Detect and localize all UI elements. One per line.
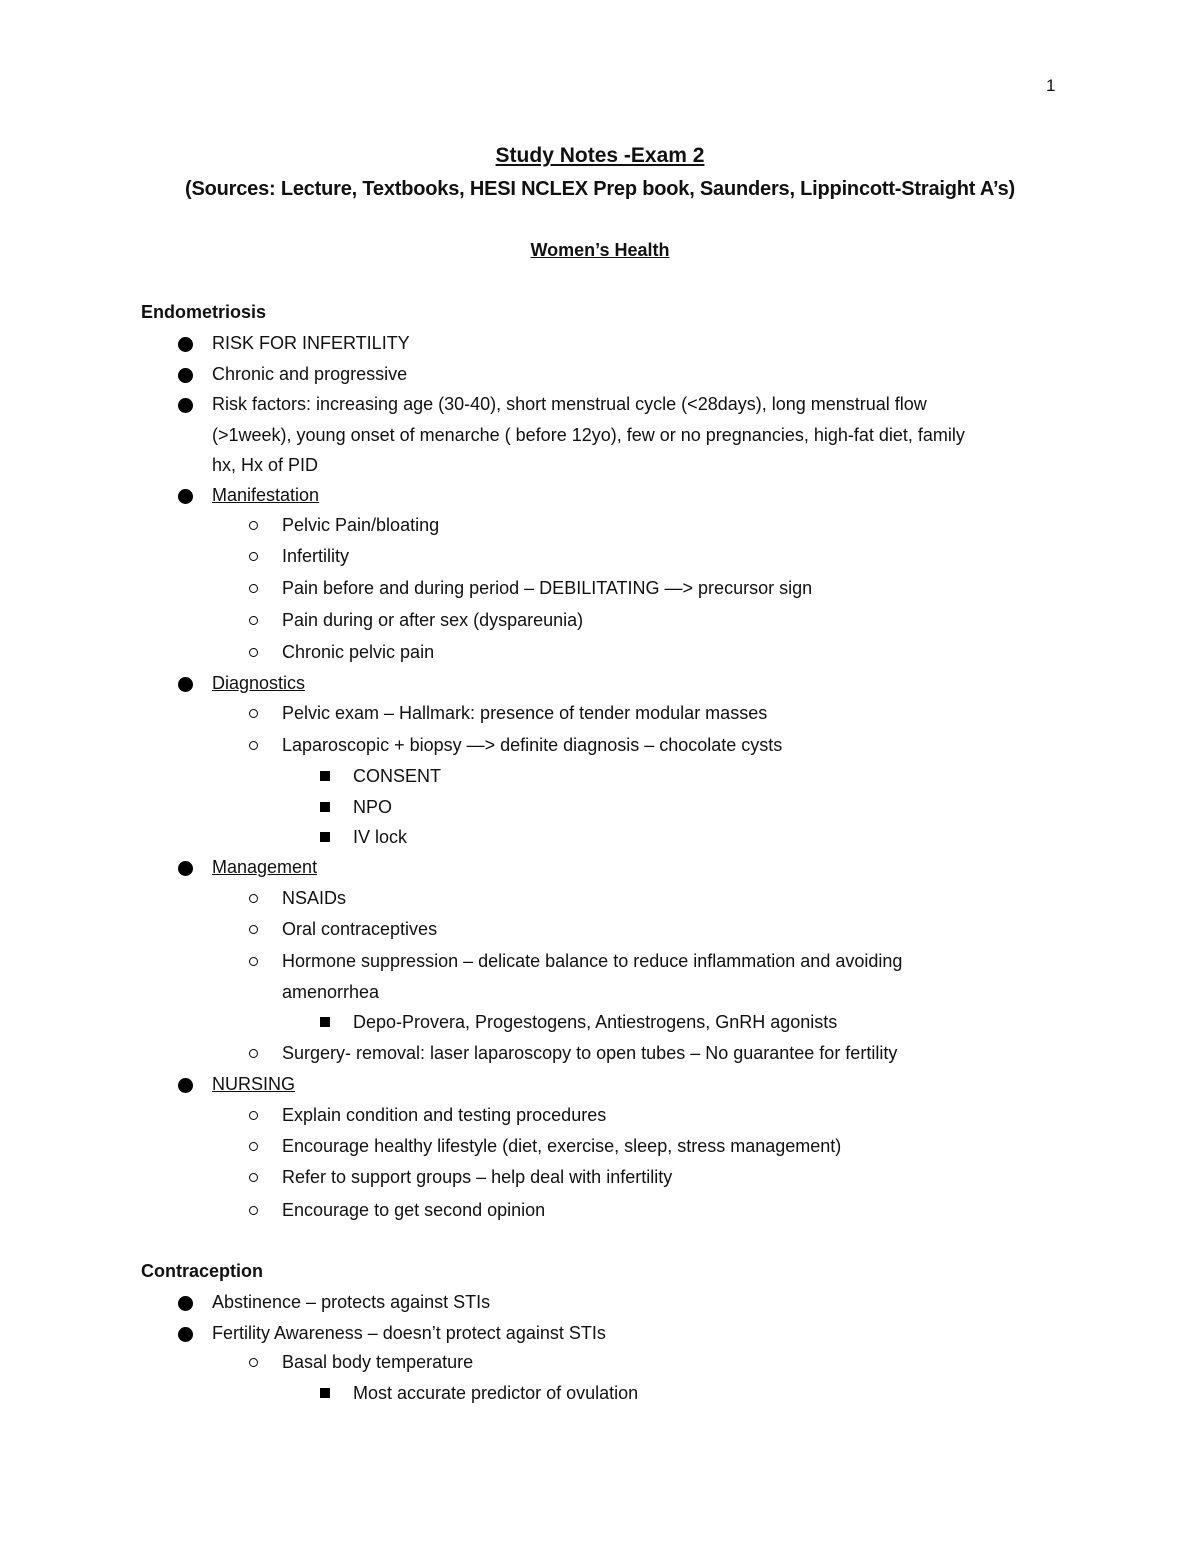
document-title: Study Notes -Exam 2 [495,144,705,167]
sub-list-item: Most accurate predictor of ovulation [353,1383,639,1403]
bullet-dot [178,368,193,383]
circle-bullet [249,1049,258,1058]
bullet-dot [178,1296,193,1311]
list-item: Encourage healthy lifestyle (diet, exercise, sleep, stress management) [282,1136,842,1156]
bullet-dot [178,337,193,352]
bullet-text: Risk factors: increasing age (30-40), short menstrual cycle (<28days), long menstrual flow [212,394,927,414]
list-item: Explain condition and testing procedures [282,1105,607,1125]
topic-heading-contraception: Contraception [141,1261,264,1281]
square-bullet [320,832,330,842]
bullet-dot [178,677,193,692]
list-item: Pain before and during period – DEBILITATING —> precursor sign [282,578,813,598]
page-number: 1 [1046,76,1056,95]
list-item: Infertility [282,546,350,566]
square-bullet [320,1017,330,1027]
sub-list-item: NPO [353,797,393,817]
list-item: Refer to support groups – help deal with infertility [282,1167,673,1187]
document-subtitle: (Sources: Lecture, Textbooks, HESI NCLEX Prep book, Saunders, Lippincott-Straight A’s) [185,178,1015,200]
bullet-text-continued: hx, Hx of PID [212,455,319,475]
square-bullet [320,771,330,781]
subheading-manifestation: Manifestation [212,485,320,505]
subheading-management: Management [212,857,318,877]
bullet-text: Chronic and progressive [212,364,408,384]
circle-bullet [249,1173,258,1182]
circle-bullet [249,1206,258,1215]
section-heading: Women’s Health [530,240,670,260]
subheading-diagnostics: Diagnostics [212,673,306,693]
list-item: Encourage to get second opinion [282,1200,546,1220]
circle-bullet [249,1111,258,1120]
list-item: Pain during or after sex (dyspareunia) [282,610,584,630]
circle-bullet [249,741,258,750]
list-item-continued: amenorrhea [282,982,380,1002]
circle-bullet [249,709,258,718]
square-bullet [320,802,330,812]
sub-list-item: Depo-Provera, Progestogens, Antiestrogens, GnRH agonists [353,1012,838,1032]
circle-bullet [249,925,258,934]
list-item: Laparoscopic + biopsy —> definite diagnosis – chocolate cysts [282,735,783,755]
circle-bullet [249,957,258,966]
bullet-dot [178,398,193,413]
bullet-text: Fertility Awareness – doesn’t protect against STIs [212,1323,606,1343]
circle-bullet [249,1358,258,1367]
list-item: Pelvic Pain/bloating [282,515,440,535]
list-item: Basal body temperature [282,1352,474,1372]
list-item: Pelvic exam – Hallmark: presence of tender modular masses [282,703,768,723]
subheading-nursing: NURSING [212,1074,296,1094]
bullet-dot [178,489,193,504]
bullet-dot [178,1078,193,1093]
circle-bullet [249,584,258,593]
topic-heading-endometriosis: Endometriosis [141,302,267,322]
bullet-text: RISK FOR INFERTILITY [212,333,410,353]
bullet-text: Abstinence – protects against STIs [212,1292,491,1312]
list-item: Hormone suppression – delicate balance to reduce inflammation and avoiding [282,951,903,971]
circle-bullet [249,552,258,561]
sub-list-item: IV lock [353,827,408,847]
bullet-dot [178,1327,193,1342]
circle-bullet [249,616,258,625]
list-item: Chronic pelvic pain [282,642,435,662]
circle-bullet [249,648,258,657]
circle-bullet [249,521,258,530]
circle-bullet [249,1142,258,1151]
list-item: NSAIDs [282,888,347,908]
circle-bullet [249,894,258,903]
list-item: Surgery- removal: laser laparoscopy to open tubes – No guarantee for fertility [282,1043,898,1063]
bullet-dot [178,861,193,876]
list-item: Oral contraceptives [282,919,438,939]
bullet-text-continued: (>1week), young onset of menarche ( before 12yo), few or no pregnancies, high-fat diet, family [212,425,965,445]
square-bullet [320,1388,330,1398]
sub-list-item: CONSENT [353,766,442,786]
